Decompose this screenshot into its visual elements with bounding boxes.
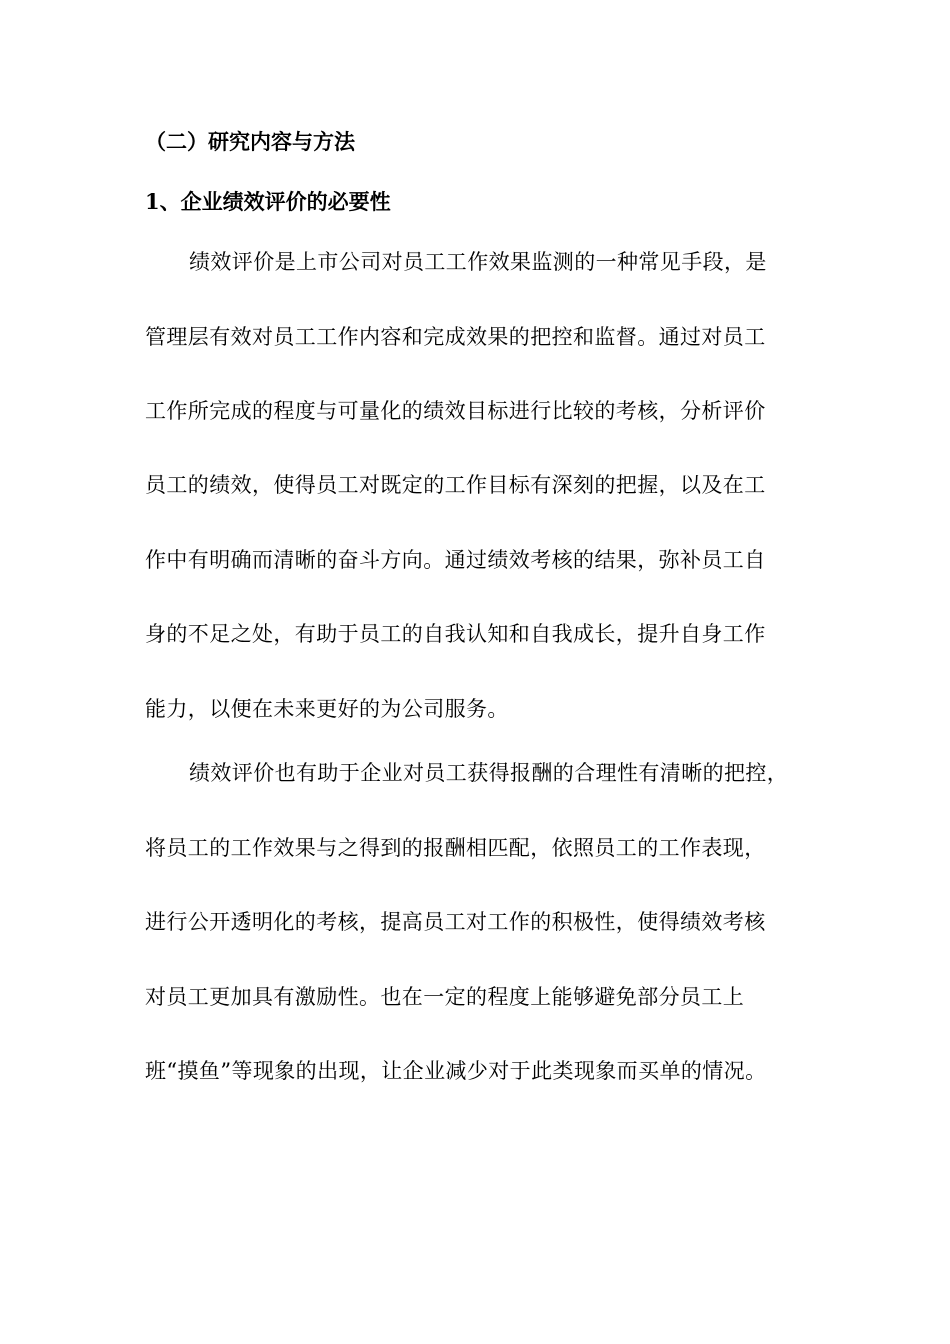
subheading: 1、企业绩效评价的必要性 [145, 189, 391, 214]
paragraph-line: 作中有明确而清晰的奋斗方向。通过绩效考核的结果，弥补员工自 [145, 548, 766, 572]
paragraph-line: 将员工的工作效果与之得到的报酬相匹配，依照员工的工作表现， [145, 836, 766, 860]
paragraph-line: 进行公开透明化的考核，提高员工对工作的积极性，使得绩效考核 [145, 910, 766, 934]
paragraph-line: 对员工更加具有激励性。也在一定的程度上能够避免部分员工上 [145, 985, 745, 1009]
paragraph-line: 能力，以便在未来更好的为公司服务。 [145, 697, 509, 721]
paragraph-line: 绩效评价也有助于企业对员工获得报酬的合理性有清晰的把控， [189, 761, 789, 785]
paragraph-line: 管理层有效对员工工作内容和完成效果的把控和监督。通过对员工 [145, 325, 766, 349]
paragraph-line: 班“摸鱼”等现象的出现，让企业减少对于此类现象而买单的情况。 [145, 1059, 767, 1083]
paragraph-line: 员工的绩效，使得员工对既定的工作目标有深刻的把握，以及在工 [145, 473, 766, 497]
section-heading: （二）研究内容与方法 [145, 129, 355, 154]
paragraph-line: 工作所完成的程度与可量化的绩效目标进行比较的考核，分析评价 [145, 399, 766, 423]
paragraph-line: 绩效评价是上市公司对员工工作效果监测的一种常见手段，是 [189, 250, 767, 274]
paragraph-line: 身的不足之处，有助于员工的自我认知和自我成长，提升自身工作 [145, 622, 766, 646]
